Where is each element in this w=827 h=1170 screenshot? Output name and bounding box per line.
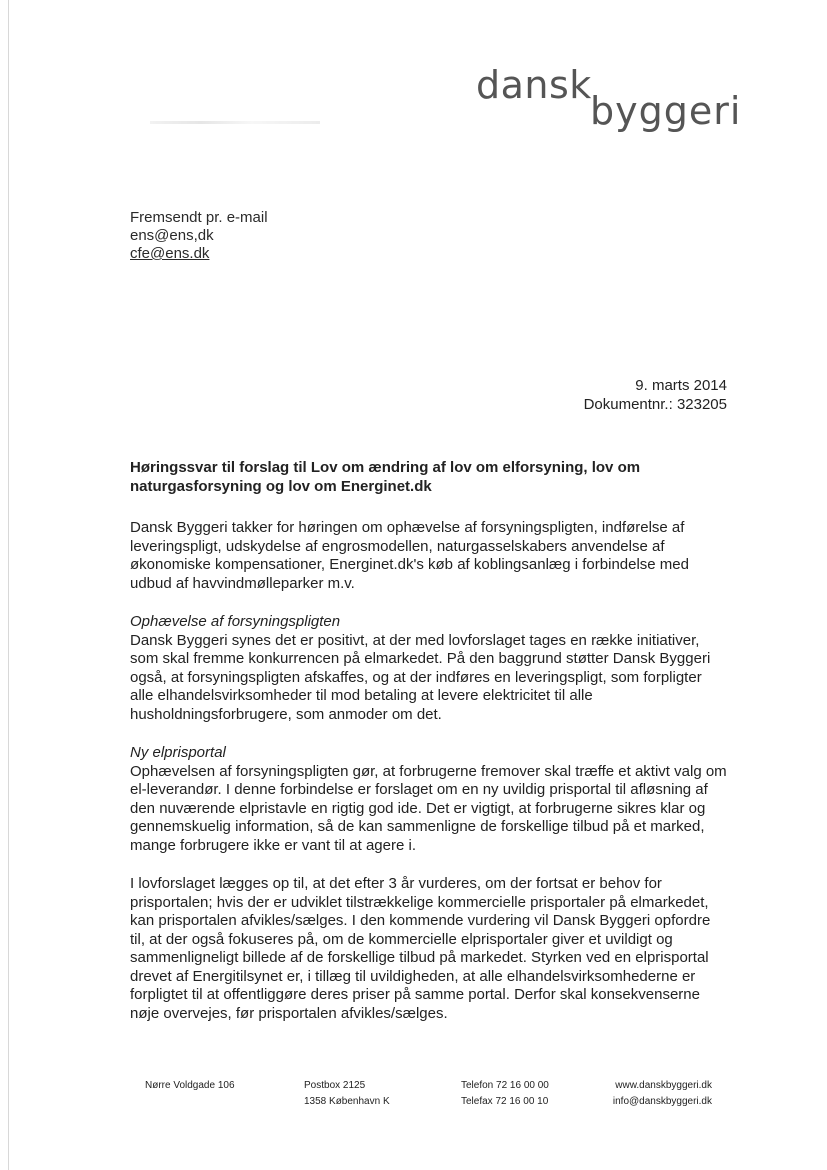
page-left-edge [8,0,9,1170]
letter-body [130,459,728,1043]
date-block [584,376,727,414]
recipient-email-1: ens@ens,dk [130,227,214,244]
recipient-email-2[interactable]: cfe@ens.dk [130,245,210,262]
document-number: Dokumentnr.: 323205 [583,396,727,413]
recipient-block [130,209,268,263]
dansk-byggeri-logo [476,63,742,133]
letter-title: Høringssvar til forslag til Lov om ændring af lov om elforsyning, lov om naturgasforsyning og lov om Energinet.dk [130,459,641,495]
footer-phone: Telefon 72 16 00 00 [461,1080,549,1091]
footer-web [613,1078,712,1110]
footer-email[interactable]: info@danskbyggeri.dk [612,1096,712,1107]
section-heading-elprisportal: Ny elprisportal [130,744,226,761]
logo-word-dansk: dansk [476,63,592,107]
footer-fax: Telefax 72 16 00 10 [461,1096,549,1107]
footer-website[interactable]: www.danskbyggeri.dk [615,1080,712,1091]
logo-word-byggeri: byggeri [590,89,742,133]
footer-address [145,1078,235,1094]
section-paragraph-elprisportal: Ophævelsen af forsyningspligten gør, at forbrugerne fremover skal træffe et aktivt valg om el-leverandør. I denne forbindelse er forslaget om en ny uvildig prisportal til afløsning af den nuværende elpristavle en rigtig god ide. Det er vigtigt, at forbrugerne sikres klar og gennemskuelig information, så de kan sammenligne de forskellige tilbud på et marked, mange forbrugere ikke er vant til at agere i. [130,762,727,854]
footer-postal [304,1078,390,1110]
intro-paragraph: Dansk Byggeri takker for høringen om ophævelse af forsyningspligten, indførelse af leveringspligt, udskydelse af engrosmodellen, naturgasselskabers anvendelse af økonomiske kompensationer, Energinet.dk's køb af koblingsanlæg i forbindelse med udbud af havvindmølleparker m.v. [130,519,689,592]
section-heading-forsyningspligt: Ophævelse af forsyningspligten [130,613,341,630]
letter-date: 9. marts 2014 [635,377,727,394]
scan-artifact [150,121,320,124]
section-paragraph-forsyningspligt: Dansk Byggeri synes det er positivt, at der med lovforslaget tages en række initiativer, som skal fremme konkurrencen på elmarkedet. På den baggrund støtter Dansk Byggeri også, at forsyningspligten afskaffes, og at der indføres en leveringspligt, som forpligter alle elhandelsvirksomheder til mod betaling at levere elektricitet til alle husholdningsforbrugere, som anmoder om det. [130,631,711,723]
footer-phones [461,1078,549,1110]
footer-street: Nørre Voldgade 106 [145,1080,235,1091]
section-paragraph-elprisportal-2: I lovforslaget lægges op til, at det efter 3 år vurderes, om der fortsat er behov for prisportalen; hvis der er udviklet tilstrækkelige kommercielle prisportaler på elmarkedet, kan prisportalen afvikles/sælges. I den kommende vurdering vil Dansk Byggeri opfordre til, at der også fokuseres på, om de kommercielle elprisportaler giver et uvildigt og sammenligneligt billede af de forskellige tilbud på markedet. Styrken ved en elprisportal drevet af Energitilsynet er, i tillæg til uvildigheden, at alle elhandelsvirksomhederne er forpligtet til at offentliggøre deres priser på samme portal. Derfor skal konsekvenserne nøje overvejes, før prisportalen afvikles/sælges. [130,875,711,1022]
delivery-note: Fremsendt pr. e-mail [130,209,268,226]
footer-postbox: Postbox 2125 [304,1080,366,1091]
footer-city: 1358 København K [304,1096,390,1107]
